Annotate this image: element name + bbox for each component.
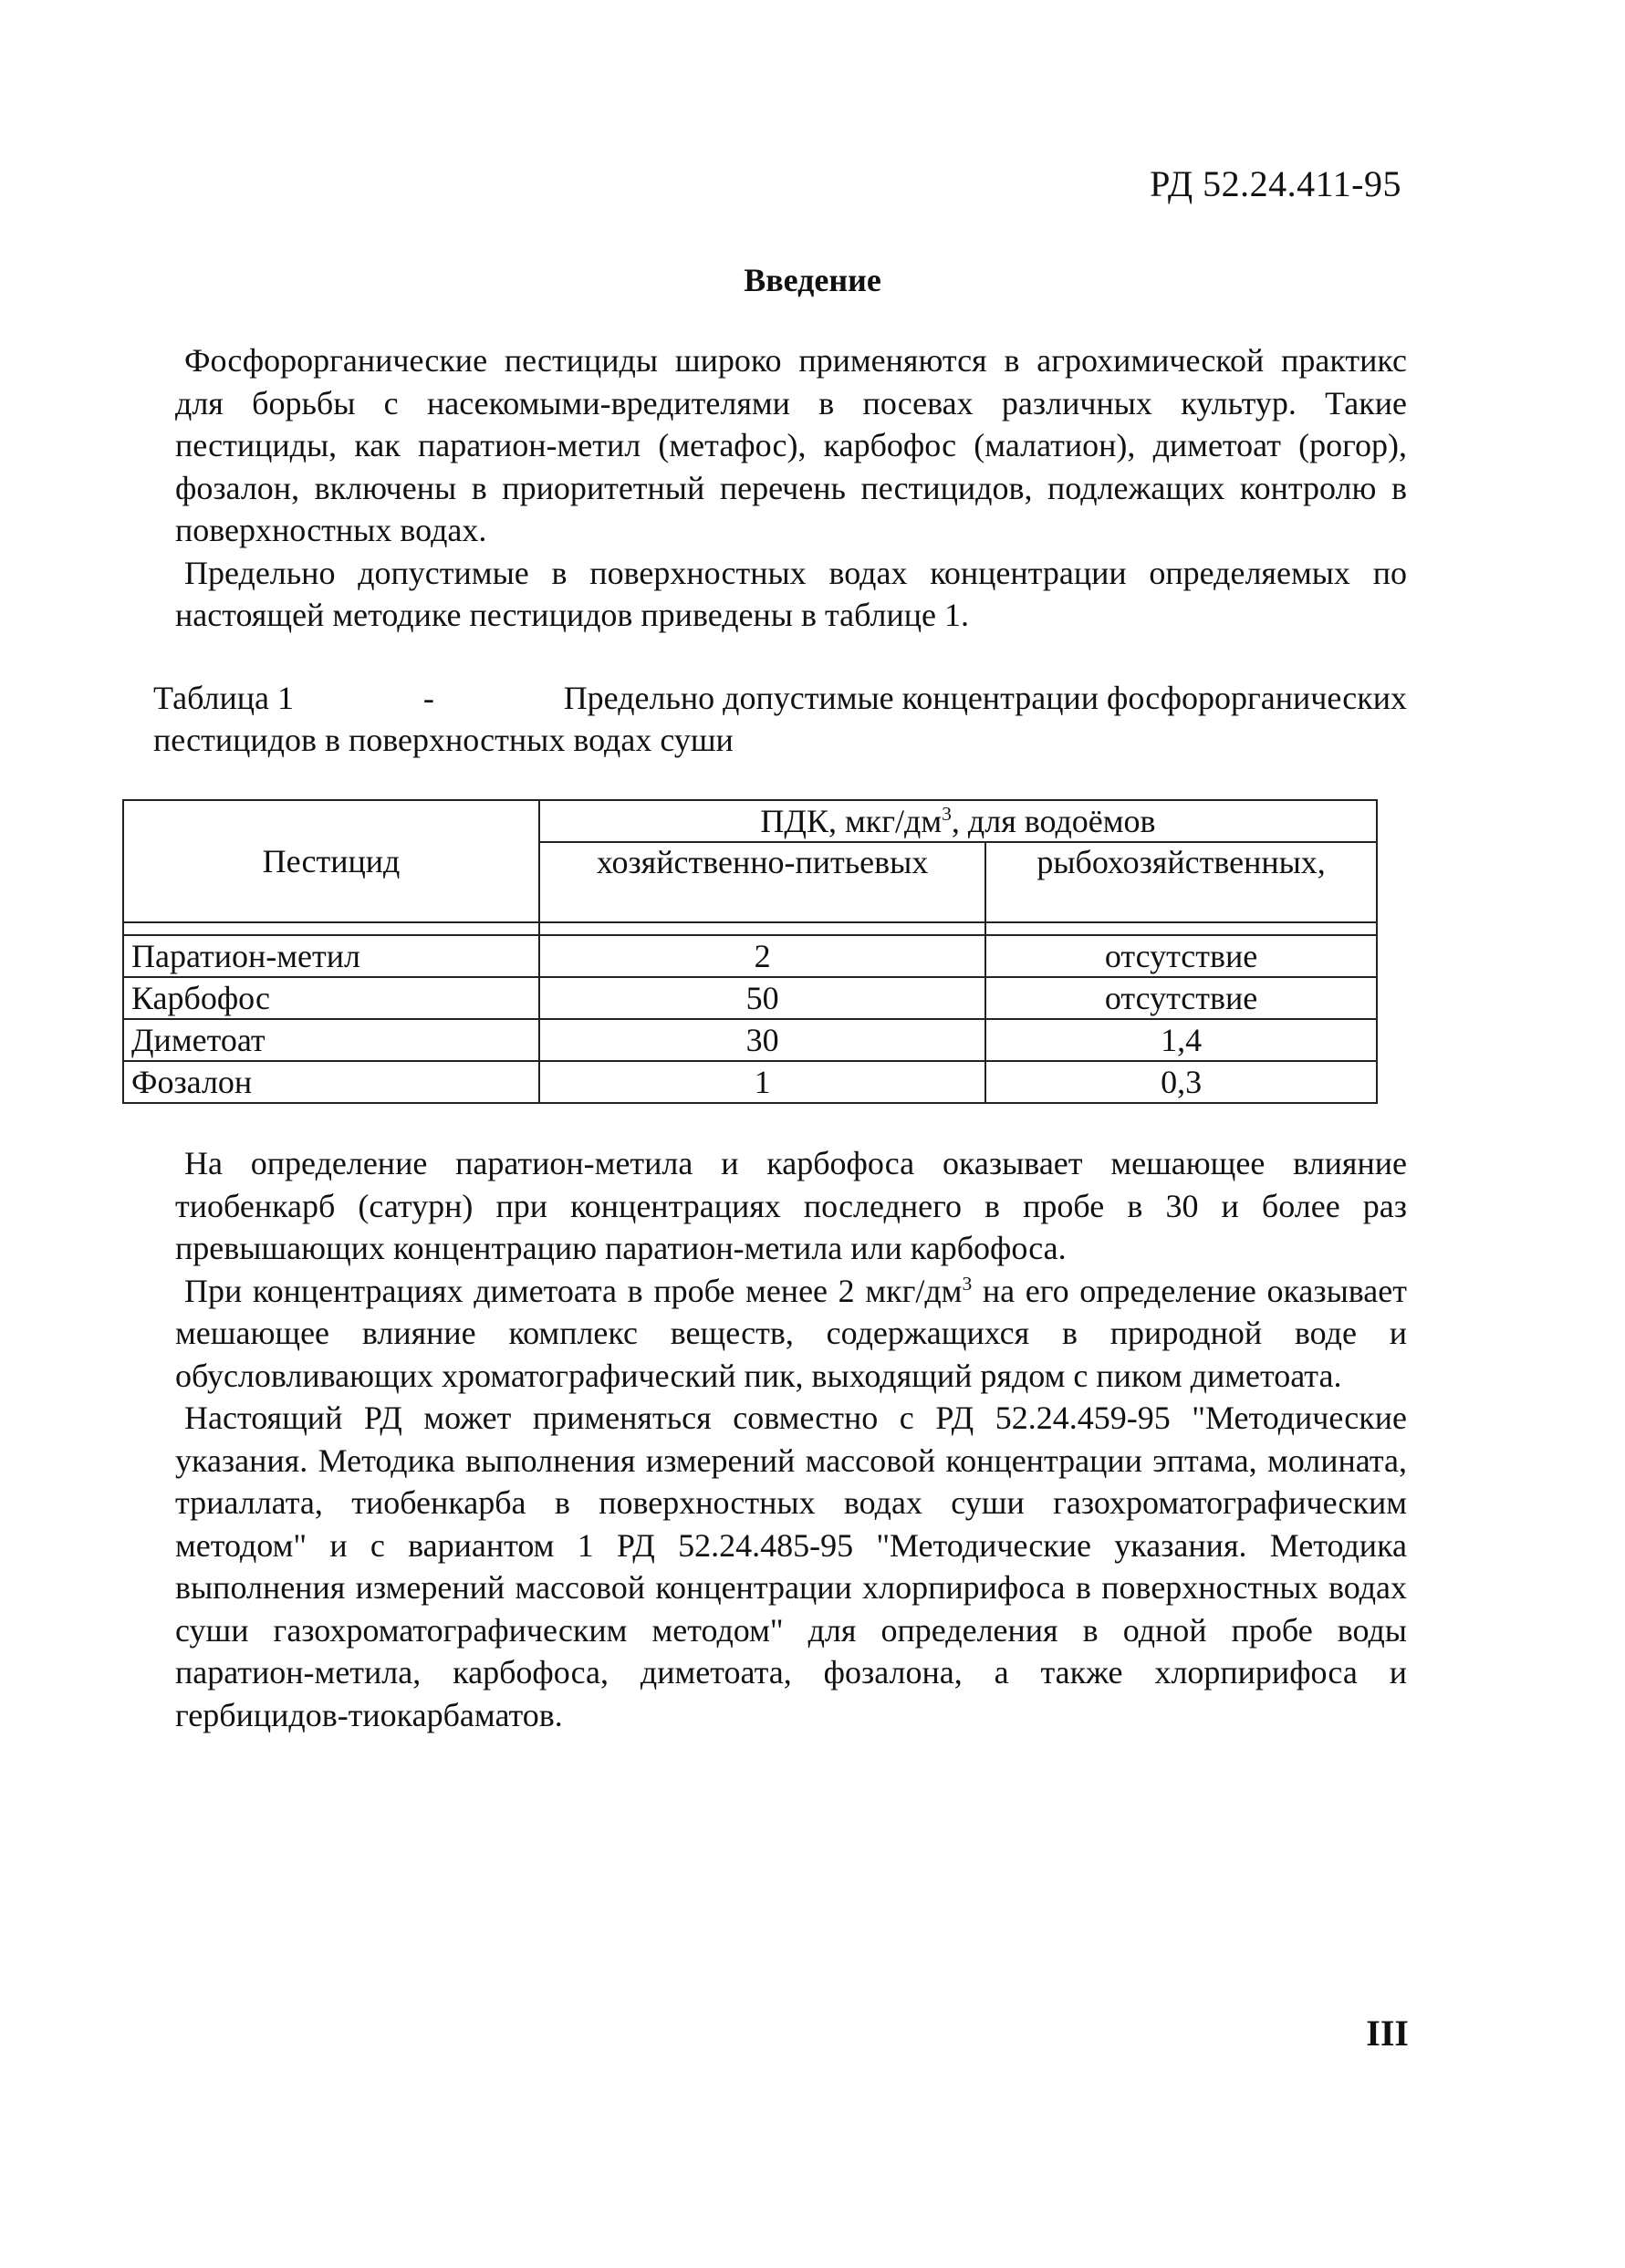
body-text — [175, 1142, 1407, 1736]
body-paragraph: Настоящий РД может применяться совместно с РД 52.24.459-95 "Методические указания. Методика выполнения измерений массовой концентрации эптама, молината, триаллата, тиобенкарба в поверхностных водах суши газохроматографическим методом" и с вариантом 1 РД 52.24.485-95 "Методические указания. Методика выполнения измерений массовой концентрации хлорпирифоса в поверхностных водах суши газохроматографическим методом" для определения в одной пробе воды паратион-метила, карбофоса, диметоата, фозалона, а также хлорпирифоса и гербицидов-тиокарбаматов. — [175, 1399, 1407, 1733]
cell-fishery-value: отсутствие — [985, 935, 1377, 977]
table-caption-dash: - — [422, 680, 434, 716]
section-title: Введение — [744, 262, 881, 298]
cell-drinking-value: 2 — [539, 935, 985, 977]
table-caption — [153, 677, 1407, 761]
body-paragraph: При концентрациях диметоата в пробе менее 2 мкг/$дм^3$ на его определение оказывает мешающее влияние комплекс веществ, содержащихся в природной воде и обусловливающих хроматографический пик, выходящий рядом с пиком диметоата. — [175, 1272, 1407, 1394]
header-pdk-group: ПДК, мкг/$дм^3$, для водоёмов — [539, 800, 1377, 842]
body-paragraph: На определение паратион-метила и карбофоса оказывает мешающее влияние тиобенкарб (сатурн) при концентрациях последнего в пробе в 30 и более раз превышающих концентрацию паратион-метила или карбофоса. — [175, 1145, 1407, 1266]
table-header-row — [123, 800, 1377, 842]
table-caption-line-2: пестицидов в поверхностных водах суши — [153, 722, 734, 758]
cell-drinking-value: 1 — [539, 1061, 985, 1103]
cell-fishery-value: 1,4 — [985, 1019, 1377, 1061]
table-spacer-row — [123, 922, 1377, 935]
intro-text — [175, 339, 1407, 637]
header-pesticide: Пестицид — [123, 800, 539, 922]
cell-pesticide-name: Диметоат — [123, 1019, 539, 1061]
table-caption-line-1 — [153, 677, 1407, 719]
table-caption-label: Таблица 1 — [153, 680, 294, 716]
header-drinking: хозяйственно-питьевых — [539, 842, 985, 922]
intro-paragraph: Фосфорорганические пестициды широко применяются в агрохимической практикс для борьбы с насекомыми-вредителями в посевах различных культур. Такие пестициды, как паратион-метил (метафос), карбофос (малатион), диметоат (рогор), фозалон, включены в приоритетный перечень пестицидов, подлежащих контролю в поверхностных водах. — [175, 342, 1407, 548]
table-row — [123, 1061, 1377, 1103]
intro-paragraph: Предельно допустимые в поверхностных водах концентрации определяемых по настоящей методике пестицидов приведены в таблице 1. — [175, 554, 1407, 633]
table-row — [123, 977, 1377, 1019]
page-number: III — [1366, 2013, 1409, 2054]
cell-drinking-value: 30 — [539, 1019, 985, 1061]
cell-drinking-value: 50 — [539, 977, 985, 1019]
cell-pesticide-name: Карбофос — [123, 977, 539, 1019]
cell-pesticide-name: Фозалон — [123, 1061, 539, 1103]
pdk-table — [122, 799, 1378, 1104]
cell-pesticide-name: Паратион-метил — [123, 935, 539, 977]
header-fishery: рыбохозяйственных, — [985, 842, 1377, 922]
document-code: РД 52.24.411-95 — [1150, 163, 1401, 204]
cell-fishery-value: 0,3 — [985, 1061, 1377, 1103]
table-caption-text: Предельно допустимые концентрации фосфорорганических — [563, 680, 1407, 716]
table-row — [123, 1019, 1377, 1061]
cell-fishery-value: отсутствие — [985, 977, 1377, 1019]
table-row — [123, 935, 1377, 977]
